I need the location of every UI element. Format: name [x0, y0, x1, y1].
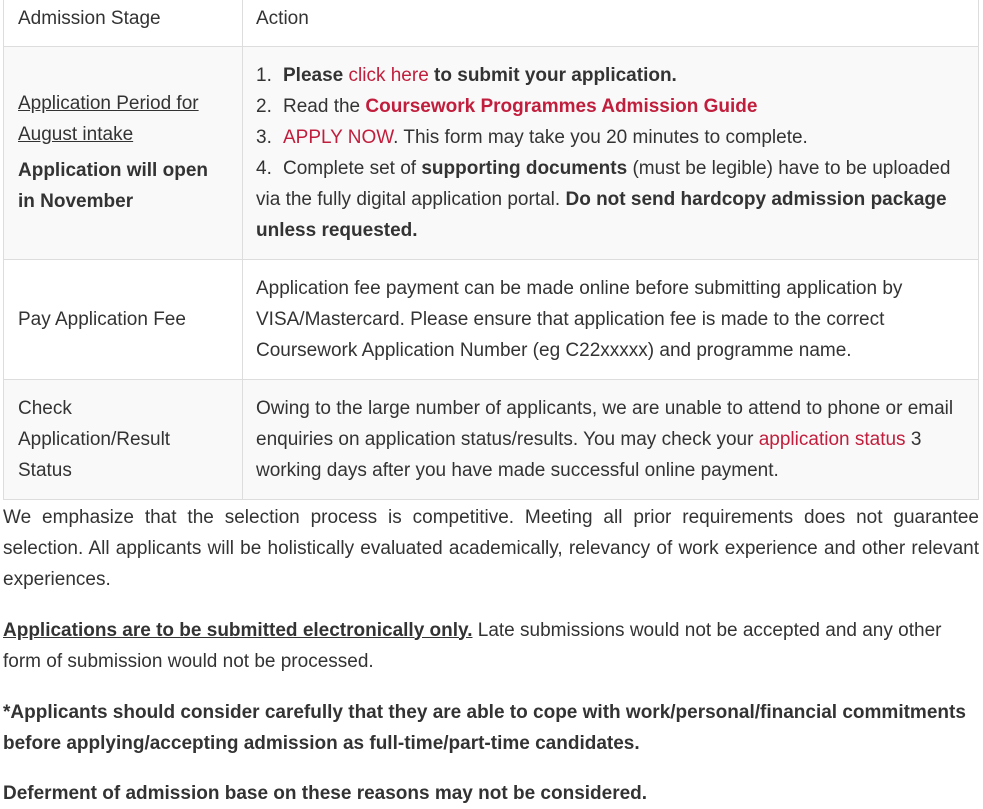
stage-cell: Check Application/Result Status — [4, 379, 243, 499]
action-cell — [243, 46, 979, 259]
deferment-paragraph: Deferment of admission base on these reasons may not be considered. — [3, 782, 648, 804]
step-1 — [256, 60, 964, 91]
action-text: 3 working days after you have made successful online payment. — [256, 428, 922, 481]
stage-note: Application will open in November — [18, 160, 208, 212]
submission-text: Late submissions would not be accepted and any other form of submission would not be processed. — [3, 619, 942, 672]
submission-paragraph — [3, 615, 979, 677]
step-text: . This form may take you 20 minutes to complete. — [393, 126, 808, 148]
step-text: (must be legible) have to be uploaded via the fully digital application portal. — [256, 157, 951, 210]
supporting-documents-text: supporting documents — [421, 157, 628, 179]
stage-cell — [4, 46, 243, 259]
step-4 — [256, 153, 964, 246]
step-number: 3. — [256, 126, 272, 148]
table-header-row — [4, 0, 979, 46]
electronic-only-notice: Applications are to be submitted electronically only. — [3, 619, 473, 641]
selection-paragraph: We emphasize that the selection process is competitive. Meeting all prior requirements does not guarantee selection. All applicants will be holistically evaluated academically, relevancy of work experience and other relevant experiences. — [3, 506, 979, 590]
action-cell — [243, 379, 979, 499]
table-row — [4, 259, 979, 379]
step-text: to submit your application. — [434, 64, 677, 86]
header-action: Action — [243, 0, 979, 46]
admission-guide-link[interactable]: Coursework Programmes Admission Guide — [365, 95, 758, 117]
step-2 — [256, 91, 964, 122]
step-number: 2. — [256, 95, 272, 117]
step-3 — [256, 122, 964, 153]
step-text: Read the — [283, 95, 361, 117]
stage-cell: Pay Application Fee — [4, 259, 243, 379]
application-status-link[interactable]: application status — [758, 428, 906, 450]
apply-now-link[interactable]: APPLY NOW — [283, 126, 394, 148]
header-stage: Admission Stage — [4, 0, 243, 46]
table-row — [4, 46, 979, 259]
step-text: Please — [283, 64, 344, 86]
step-text: Complete set of — [283, 157, 417, 179]
step-number: 1. — [256, 64, 272, 86]
step-number: 4. — [256, 157, 272, 179]
no-hardcopy-warning: Do not send hardcopy admission package unless requested. — [256, 188, 947, 241]
commitments-paragraph: *Applicants should consider carefully that they are able to cope with work/personal/financial commitments before applying/accepting admission as full-time/part-time candidates. — [3, 701, 966, 754]
application-period-link[interactable]: Application Period for August intake — [18, 93, 199, 145]
action-text: Owing to the large number of applicants, we are unable to attend to phone or email enquiries on application status/results. You may check your — [256, 397, 954, 450]
click-here-link[interactable]: click here — [348, 64, 429, 86]
action-cell: Application fee payment can be made online before submitting application by VISA/Mastercard. Please ensure that application fee is made to the correct Coursework Application Number (eg C22xxxxx) and programme name. — [243, 259, 979, 379]
admission-table — [3, 0, 979, 500]
table-row — [4, 379, 979, 499]
